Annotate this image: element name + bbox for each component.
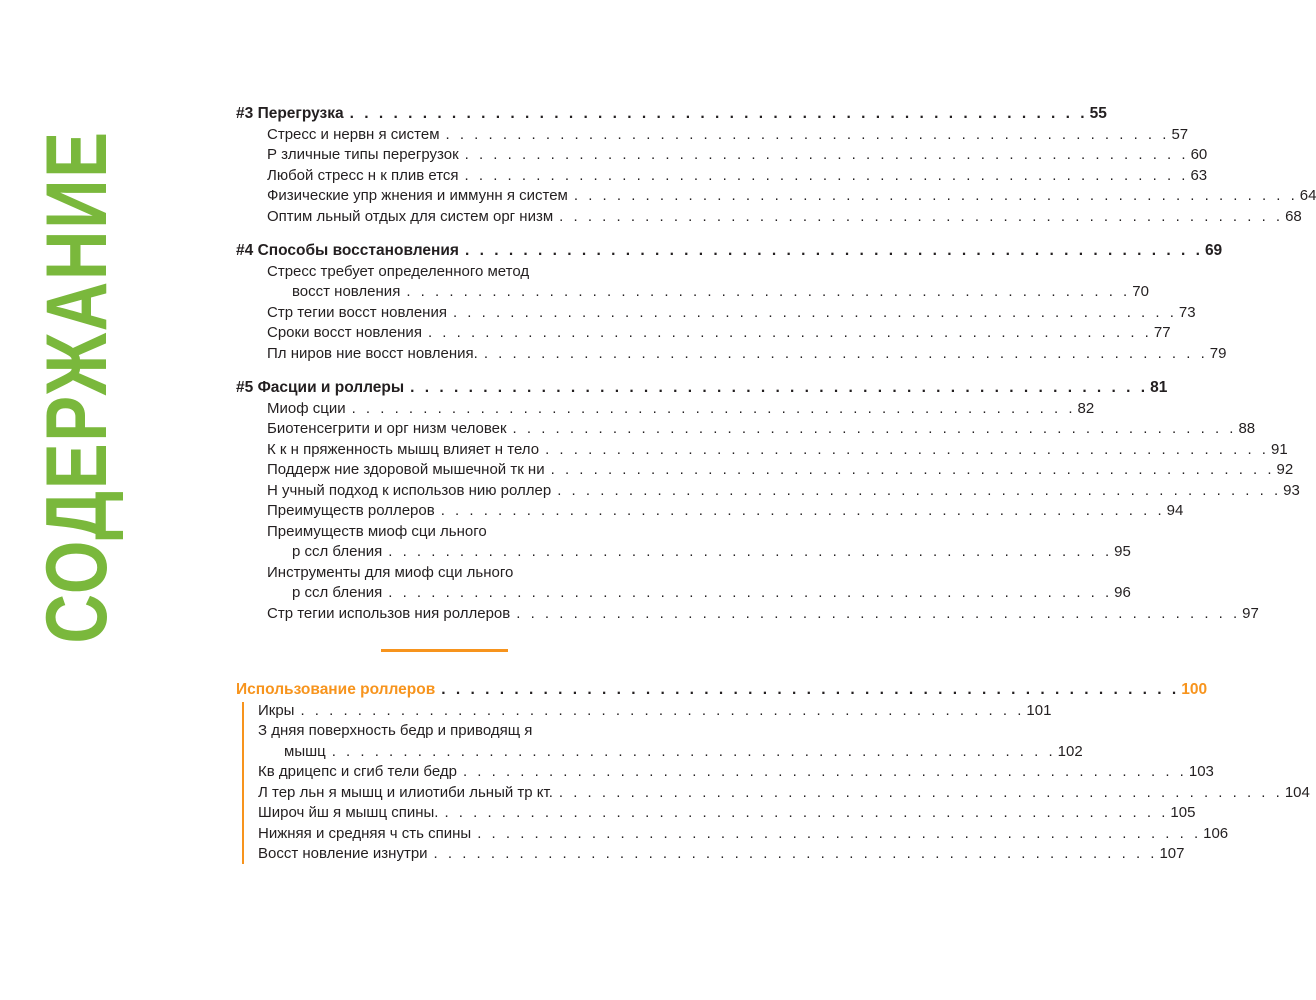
dot-leader: . . . . . . . . . . . . . . . . . . . . . . . . . . . . . . . . . . . . . . . . . . . . . . . . . . . (452, 303, 1177, 321)
toc-item-first-line: Инструменты для миоф сци льного (267, 563, 514, 581)
toc-section (236, 241, 1227, 364)
rollers-contents (236, 680, 1310, 865)
dot-leader: . . . . . . . . . . . . . . . . . . . . . . . . . . . . . . . . . . . . . . . . . . . . . . . . . . . (427, 324, 1152, 341)
dot-leader: . . . . . . . . . . . . . . . . . . . . . . . . . . . . . . . . . . . . . . . . . . . . . . . . . . . (444, 804, 1169, 821)
rollers-item-title: Кв дрицепс и сгиб тели бедр (258, 763, 457, 780)
side-title (29, 105, 125, 670)
dot-leader: . . . . . . . . . . . . . . . . . . . . . . . . . . . . . . . . . . . . . . . . . . . . . . . . . . . (550, 461, 1275, 478)
page-number: 55 (1089, 105, 1107, 122)
toc-item (236, 481, 1300, 502)
page-number: 96 (1114, 584, 1131, 601)
dot-leader: . . . . . . . . . . . . . . . . . . . . . . . . . . . . . . . . . . . . . . . . . . . . . . . . . . . (331, 742, 1056, 760)
page-number: 69 (1204, 242, 1223, 259)
section-number: #4 (236, 242, 258, 259)
rollers-item (236, 824, 1229, 845)
page-number: 94 (1166, 502, 1184, 519)
page-number: 97 (1242, 604, 1259, 622)
toc-item (236, 399, 1095, 420)
dot-leader: . . . . . . . . . . . . . . . . . . . . . . . . . . . . . . . . . . . . . . . . . . . . . . . . . . . (300, 701, 1025, 719)
dot-leader: . . . . . . . . . . . . . . . . . . . . . . . . . . . . . . . . . . . . . . . . . . . . . . . . . . . (464, 242, 1203, 259)
rollers-item (236, 844, 1185, 865)
section-number: #3 (236, 105, 258, 122)
section-heading (236, 241, 1223, 262)
dot-leader: . . . . . . . . . . . . . . . . . . . . . . . . . . . . . . . . . . . . . . . . . . . . . . . . . . . (349, 105, 1088, 122)
dot-leader: . . . . . . . . . . . . . . . . . . . . . . . . . . . . . . . . . . . . . . . . . . . . . . . . . . . (557, 481, 1282, 499)
dot-leader: . . . . . . . . . . . . . . . . . . . . . . . . . . . . . . . . . . . . . . . . . . . . . . . . . . . (441, 681, 1180, 698)
toc-item-title: Стр тегии использов ния роллеров (267, 604, 511, 622)
page-number: 95 (1114, 543, 1131, 560)
rollers-heading (236, 680, 1208, 701)
toc-item-title: восст новления (292, 283, 401, 300)
page-number: 91 (1270, 440, 1288, 458)
dot-leader: . . . . . . . . . . . . . . . . . . . . . . . . . . . . . . . . . . . . . . . . . . . . . . . . . . . (445, 125, 1170, 143)
rollers-item-title: мышц (284, 742, 326, 760)
toc-item (236, 440, 1288, 461)
page-number: 73 (1178, 303, 1196, 321)
page-number: 102 (1057, 742, 1083, 760)
rollers-item (236, 742, 1083, 763)
toc-item-title: р ссл бления (292, 584, 383, 601)
page-number: 107 (1159, 845, 1185, 862)
rollers-item-title: Икры (258, 701, 295, 719)
rollers-item (236, 783, 1310, 804)
rollers-item-title: Восст новление изнутри (258, 845, 428, 862)
toc-item-title: К к н пряженность мышц влияет н тело (267, 440, 540, 458)
toc-item-title: Стр тегии восст новления (267, 303, 447, 321)
toc-item-title: Любой стресс н к плив ется (267, 166, 459, 184)
dot-leader: . . . . . . . . . . . . . . . . . . . . . . . . . . . . . . . . . . . . . . . . . . . . . . . . . . . (512, 420, 1237, 437)
toc-item (236, 501, 1184, 522)
dot-leader: . . . . . . . . . . . . . . . . . . . . . . . . . . . . . . . . . . . . . . . . . . . . . . . . . . . (545, 440, 1269, 458)
rollers-item-title: Л тер льн я мышц и илиотиби льный тр кт. (258, 783, 553, 801)
toc-item (236, 282, 1149, 303)
dot-leader: . . . . . . . . . . . . . . . . . . . . . . . . . . . . . . . . . . . . . . . . . . . . . . . . . . . (464, 166, 1189, 184)
dot-leader: . . . . . . . . . . . . . . . . . . . . . . . . . . . . . . . . . . . . . . . . . . . . . . . . . . . (558, 783, 1283, 801)
dot-leader: . . . . . . . . . . . . . . . . . . . . . . . . . . . . . . . . . . . . . . . . . . . . . . . . . . . (388, 543, 1113, 560)
toc-item (236, 419, 1256, 440)
page-number: 57 (1171, 125, 1189, 143)
page-number: 63 (1190, 166, 1208, 184)
toc-item-title: Миоф сции (267, 399, 346, 417)
page-number: 64 (1299, 187, 1316, 204)
page-number: 93 (1283, 481, 1300, 499)
toc-item (236, 344, 1227, 365)
page-number: 101 (1026, 701, 1052, 719)
page-number: 88 (1238, 420, 1256, 437)
toc-item (236, 583, 1131, 604)
toc-item (236, 460, 1294, 481)
dot-leader: . . . . . . . . . . . . . . . . . . . . . . . . . . . . . . . . . . . . . . . . . . . . . . . . . . . (388, 584, 1113, 601)
dot-leader: . . . . . . . . . . . . . . . . . . . . . . . . . . . . . . . . . . . . . . . . . . . . . . . . . . . (464, 146, 1189, 163)
page-number: 77 (1153, 324, 1171, 341)
dot-leader: . . . . . . . . . . . . . . . . . . . . . . . . . . . . . . . . . . . . . . . . . . . . . . . . . . . (483, 344, 1208, 362)
page-number: 79 (1209, 344, 1227, 362)
dot-leader: . . . . . . . . . . . . . . . . . . . . . . . . . . . . . . . . . . . . . . . . . . . . . . . . . . . (410, 379, 1149, 396)
toc-item-title: Преимуществ роллеров (267, 502, 435, 519)
rollers-item-first-line: З дняя поверхность бедр и приводящ я (258, 722, 533, 739)
dot-leader: . . . . . . . . . . . . . . . . . . . . . . . . . . . . . . . . . . . . . . . . . . . . . . . . . . . (406, 283, 1131, 300)
toc-item (236, 145, 1208, 166)
rollers-item-title: Широч йш я мышц спины. (258, 804, 439, 821)
toc-item (236, 303, 1196, 324)
page-number: 92 (1276, 461, 1294, 478)
toc-item-title: Биотенсегрити и орг низм человек (267, 420, 507, 437)
section-heading (236, 378, 1168, 399)
page-number: 60 (1190, 146, 1208, 163)
toc-item-title: Сроки восст новления (267, 324, 422, 341)
toc-item-title: Физические упр жнения и иммунн я систем (267, 187, 568, 204)
rollers-block (236, 680, 1310, 865)
toc-item (236, 207, 1302, 228)
toc-item (236, 125, 1189, 146)
page-number: 100 (1181, 681, 1208, 698)
page-number: 82 (1077, 399, 1095, 417)
rollers-item-title: Нижняя и средняя ч сть спины (258, 824, 472, 842)
toc-item (236, 166, 1208, 187)
table-of-contents (236, 104, 1316, 638)
page-number: 70 (1132, 283, 1149, 300)
dot-leader: . . . . . . . . . . . . . . . . . . . . . . . . . . . . . . . . . . . . . . . . . . . . . . . . . . . (462, 763, 1187, 780)
toc-item (236, 323, 1171, 344)
dot-leader: . . . . . . . . . . . . . . . . . . . . . . . . . . . . . . . . . . . . . . . . . . . . . . . . . . . (351, 399, 1076, 417)
toc-item-title: Поддерж ние здоровой мышечной тк ни (267, 461, 545, 478)
page-number: 81 (1150, 379, 1168, 396)
toc-item (236, 186, 1316, 207)
toc-item-title: Стресс и нервн я систем (267, 125, 440, 143)
dot-leader: . . . . . . . . . . . . . . . . . . . . . . . . . . . . . . . . . . . . . . . . . . . . . . . . . . . (433, 845, 1158, 862)
section-divider (381, 649, 508, 652)
dot-leader: . . . . . . . . . . . . . . . . . . . . . . . . . . . . . . . . . . . . . . . . . . . . . . . . . . . (573, 187, 1298, 204)
toc-section (236, 104, 1316, 227)
toc-item (236, 604, 1259, 625)
section-heading (236, 104, 1107, 125)
page-number: 104 (1284, 783, 1310, 801)
section-heading-title: #3 Перегрузка (236, 105, 344, 122)
toc-item (236, 542, 1131, 563)
page-number: 105 (1170, 804, 1196, 821)
toc-item-title: Р зличные типы перегрузок (267, 146, 459, 163)
dot-leader: . . . . . . . . . . . . . . . . . . . . . . . . . . . . . . . . . . . . . . . . . . . . . . . . . . . (559, 207, 1284, 225)
dot-leader: . . . . . . . . . . . . . . . . . . . . . . . . . . . . . . . . . . . . . . . . . . . . . . . . . . . (516, 604, 1241, 622)
side-title-text: СОДЕРЖАНИЕ (29, 130, 125, 644)
rollers-heading-title: Использование роллеров (236, 681, 436, 698)
page-number: 106 (1203, 824, 1229, 842)
rollers-item (236, 701, 1052, 722)
toc-item-first-line: Преимуществ миоф сци льного (267, 522, 487, 540)
dot-leader: . . . . . . . . . . . . . . . . . . . . . . . . . . . . . . . . . . . . . . . . . . . . . . . . . . . (440, 502, 1165, 519)
rollers-item (236, 762, 1214, 783)
section-number: #5 (236, 379, 258, 396)
section-heading-title: #5 Фасции и роллеры (236, 379, 405, 396)
page-number: 103 (1188, 763, 1214, 780)
toc-item-title: Пл ниров ние восст новления. (267, 344, 478, 362)
dot-leader: . . . . . . . . . . . . . . . . . . . . . . . . . . . . . . . . . . . . . . . . . . . . . . . . . . . (477, 824, 1202, 842)
page-number: 68 (1285, 207, 1302, 225)
toc-item-title: Н учный подход к использов нию роллер (267, 481, 552, 499)
rollers-item (236, 803, 1196, 824)
toc-item-title: р ссл бления (292, 543, 383, 560)
toc-item-first-line: Стресс требует определенного метод (267, 262, 530, 280)
section-heading-title: #4 Способы восстановления (236, 242, 459, 259)
toc-item-title: Оптим льный отдых для систем орг низм (267, 207, 554, 225)
toc-section (236, 378, 1300, 624)
